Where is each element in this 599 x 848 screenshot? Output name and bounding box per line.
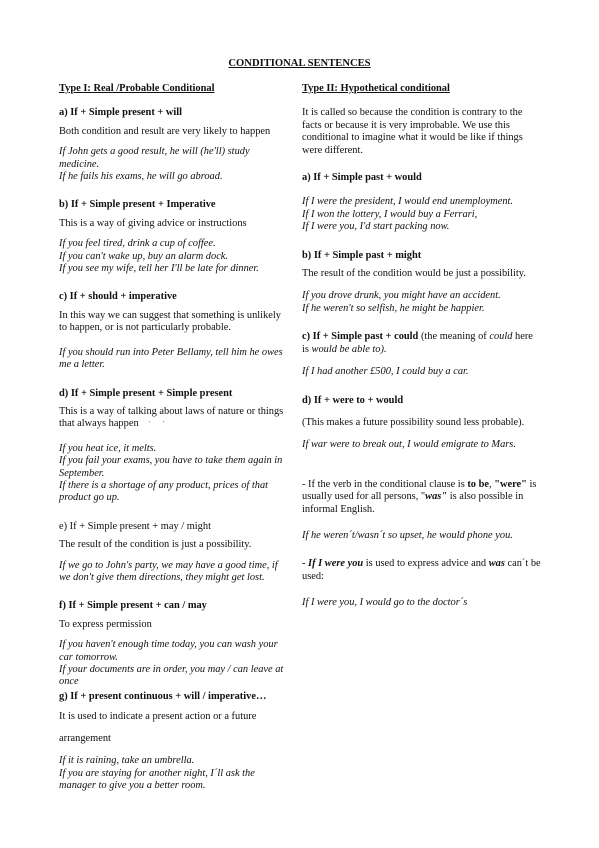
- rule-2b-heading: b) If + Simple past + might: [302, 249, 422, 261]
- rule-1g-text-line: It is used to indicate a present action or a future: [59, 711, 257, 723]
- type-1-heading: Type I: Real /Probable Conditional: [59, 83, 215, 94]
- note-text: is used to express advice and: [363, 558, 489, 570]
- rule-1a-text: Both condition and result are very likely to happen: [59, 125, 271, 137]
- example: If I were you, I would go to the doctor´s: [302, 597, 468, 609]
- rule-1f-examples: [59, 639, 291, 689]
- example: If we go to John's party, we may have a good time, if we don't give them directions, they might get lost.: [59, 559, 278, 583]
- rule-2c-heading: [302, 331, 542, 356]
- rule-1g-examples: [59, 755, 291, 792]
- note-bold-italic: was: [488, 558, 505, 570]
- rule-1c-heading: c) If + should + imperative: [59, 291, 177, 303]
- rule-2c-italic: could: [489, 331, 513, 343]
- rule-2a-heading: a) If + Simple past + would: [302, 172, 422, 184]
- rule-1e-text: The result of the condition is just a possibility.: [59, 539, 252, 551]
- note-text: - If the verb in the conditional clause is: [302, 478, 468, 490]
- note-text: ,: [489, 478, 495, 490]
- example: If war were to break out, I would emigrate to Mars.: [302, 439, 516, 451]
- note-were: [302, 479, 542, 516]
- note-bold-italic: - If I were you: [302, 558, 364, 570]
- rule-2d-text: (This makes a future possibility sound less probable).: [302, 416, 525, 428]
- type-2-heading: Type II: Hypothetical conditional: [302, 83, 450, 94]
- rule-2d-heading: d) If + were to + would: [302, 394, 404, 406]
- example: If you feel tired, drink a cup of coffee.: [59, 238, 216, 250]
- rule-1g-text: [59, 709, 291, 747]
- rule-2c-examples: [302, 366, 542, 378]
- rule-2b-examples: [302, 290, 542, 315]
- rule-1d-heading: d) If + Simple present + Simple present: [59, 387, 233, 399]
- example: If John gets a good result, he will (he'll) study medicine.: [59, 146, 250, 170]
- example: If I were the president, I would end unemployment.: [302, 196, 514, 208]
- rule-2c-italic: would be able to).: [311, 343, 387, 355]
- rule-2b-text: The result of the condition would be just a possibility.: [302, 268, 526, 280]
- rule-2c-text: here is: [302, 331, 533, 355]
- example: If I won the lottery, I would buy a Ferrari,: [302, 208, 478, 220]
- rule-1g-heading: g) If + present continuous + will / imperative…: [59, 690, 267, 702]
- example: If you haven't enough time today, you can wash your car tomorrow.: [59, 639, 278, 663]
- example: If he weren't so selfish, he might be happier.: [302, 302, 485, 314]
- example: If he fails his exams, he will go abroad.: [59, 171, 223, 183]
- rule-1b-examples: [59, 238, 291, 275]
- rule-2d-examples: [302, 439, 542, 451]
- rule-2c-text: (the meaning of: [418, 331, 490, 343]
- note-bold: "were": [494, 478, 527, 490]
- note-text: can´t be used:: [302, 558, 541, 582]
- rule-2c-heading-bold: c) If + Simple past + could: [302, 331, 419, 343]
- note-if-i-were-you-example: [302, 597, 542, 609]
- rule-1d-text-body: This is a way of talking about laws of nature or things that always happen: [59, 405, 284, 430]
- rule-1f-heading: f) If + Simple present + can / may: [59, 600, 207, 612]
- example: If I had another £500, I could buy a car.: [302, 366, 469, 378]
- rule-1g-text-line: arrangement: [59, 733, 111, 745]
- example: If you are staying for another night, I´ll ask the manager to give you a better room.: [59, 767, 255, 792]
- example: If you can't wake up, buy an alarm dock.: [59, 250, 229, 262]
- rule-1f-text: To express permission: [59, 618, 152, 630]
- rule-1b-heading: b) If + Simple present + Imperative: [59, 199, 216, 211]
- example: If there is a shortage of any product, prices of that product go up.: [59, 479, 269, 504]
- rule-1c-examples: [59, 347, 291, 372]
- rule-1e-examples: [59, 560, 291, 585]
- rule-1d-examples: [59, 443, 291, 505]
- example: If it is raining, take an umbrella.: [59, 755, 195, 767]
- rule-1c-text: In this way we can suggest that something is unlikely to happen, or is not particularly probable.: [59, 309, 281, 334]
- example: If you fail your exams, you have to take them again in September.: [59, 455, 283, 479]
- note-bold: to be: [467, 478, 489, 490]
- note-bold-italic: was": [425, 491, 448, 503]
- example: If I were you, I'd start packing now.: [302, 221, 450, 233]
- example: If you should run into Peter Bellamy, tell him he owes me a letter.: [59, 346, 283, 371]
- rule-1e-heading: e) If + Simple present + may / might: [59, 520, 211, 532]
- page-title: CONDITIONAL SENTENCES: [228, 58, 371, 69]
- note-were-example: [302, 530, 542, 542]
- example: If he weren´t/wasn´t so upset, he would phone you.: [302, 529, 513, 541]
- note-text: is usually used for all persons, ": [302, 478, 537, 503]
- example: If your documents are in order, you may / can leave at once: [59, 664, 284, 688]
- example: If you drove drunk, you might have an accident.: [302, 290, 501, 302]
- rule-2a-examples: [302, 196, 542, 233]
- type-1-column: [59, 83, 291, 801]
- example: If you heat ice, it melts.: [59, 442, 157, 454]
- type-2-column: [302, 83, 542, 619]
- type-2-intro: It is called so because the condition is contrary to the facts or because it is very improbable. We use this conditional to imagine what it would be like if things were different.: [302, 107, 523, 156]
- stray-marks: ' ': [148, 421, 171, 428]
- rule-1d-text: [59, 406, 291, 431]
- rule-1b-text: This is a way of giving advice or instructions: [59, 217, 247, 229]
- note-text: is also possible in informal English.: [302, 491, 524, 515]
- note-if-i-were-you: [302, 558, 542, 583]
- rule-1a-examples: [59, 146, 291, 183]
- example: If you see my wife, tell her I'll be late for dinner.: [59, 263, 259, 275]
- rule-1a-heading: a) If + Simple present + will: [59, 107, 183, 119]
